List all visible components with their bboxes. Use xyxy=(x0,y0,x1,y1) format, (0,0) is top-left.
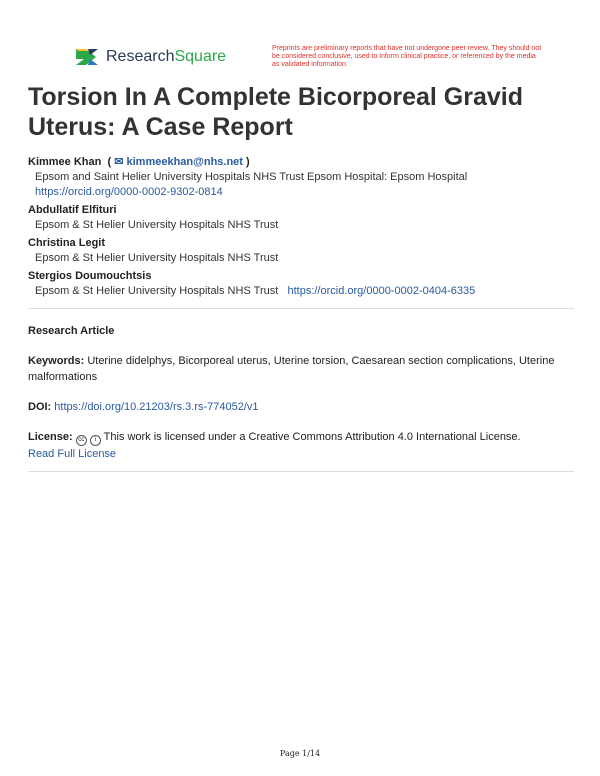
divider xyxy=(28,471,574,472)
attribution-icon: i xyxy=(90,435,101,446)
license: License: cc i This work is licensed under a Creative Commons Attribution 4.0 International License. xyxy=(28,429,574,446)
logo-text-accent: Square xyxy=(174,48,227,65)
author-name: Christina Legit xyxy=(28,237,106,249)
logo-text: Research xyxy=(106,48,175,65)
author-affiliation: Epsom & St Helier University Hospitals NHS Trust xyxy=(35,252,279,264)
article-type: Research Article xyxy=(28,325,115,337)
orcid-link[interactable]: https://orcid.org/0000-0002-0404-6335 xyxy=(287,285,476,297)
research-square-logo[interactable] xyxy=(74,47,226,67)
research-square-logo-icon xyxy=(74,47,100,67)
author-name: Abdullatif Elfituri xyxy=(28,204,117,216)
author-name: Stergios Doumouchtsis xyxy=(28,270,152,282)
preprint-notice: Preprints are preliminary reports that have not undergone peer review. They should not be considered conclusive, used to inform clinical practice, or referenced by the media as validated information. xyxy=(272,45,542,68)
author-affiliation: Epsom & St Helier University Hospitals NHS Trust xyxy=(35,285,279,297)
author-name: Kimmee Khan ( ✉ kimmeekhan@nhs.net ) xyxy=(28,156,250,168)
author-affiliation: Epsom and Saint Helier University Hospitals NHS Trust Epsom Hospital: Epsom Hospital xyxy=(35,171,468,183)
cc-icon: cc xyxy=(76,435,87,446)
article-metadata xyxy=(28,152,574,472)
author-affiliation: Epsom & St Helier University Hospitals NHS Trust xyxy=(35,219,279,231)
keywords: Keywords: Uterine didelphys, Bicorporeal uterus, Uterine torsion, Caesarean section complications, Uterine malformations xyxy=(28,355,555,383)
envelope-icon: ✉ xyxy=(114,156,124,168)
page-number: Page 1/14 xyxy=(279,749,321,758)
article-title: Torsion In A Complete Bicorporeal Gravid Uterus: A Case Report xyxy=(28,83,523,141)
doi-link[interactable]: https://doi.org/10.21203/rs.3.rs-774052/v1 xyxy=(54,401,259,413)
read-full-license-link[interactable]: Read Full License xyxy=(28,448,117,460)
orcid-link[interactable]: https://orcid.org/0000-0002-9302-0814 xyxy=(35,186,223,198)
author-email-link[interactable]: ✉ kimmeekhan@nhs.net xyxy=(114,156,243,168)
doi: DOI: https://doi.org/10.21203/rs.3.rs-774052/v1 xyxy=(28,401,259,413)
divider xyxy=(28,308,574,309)
